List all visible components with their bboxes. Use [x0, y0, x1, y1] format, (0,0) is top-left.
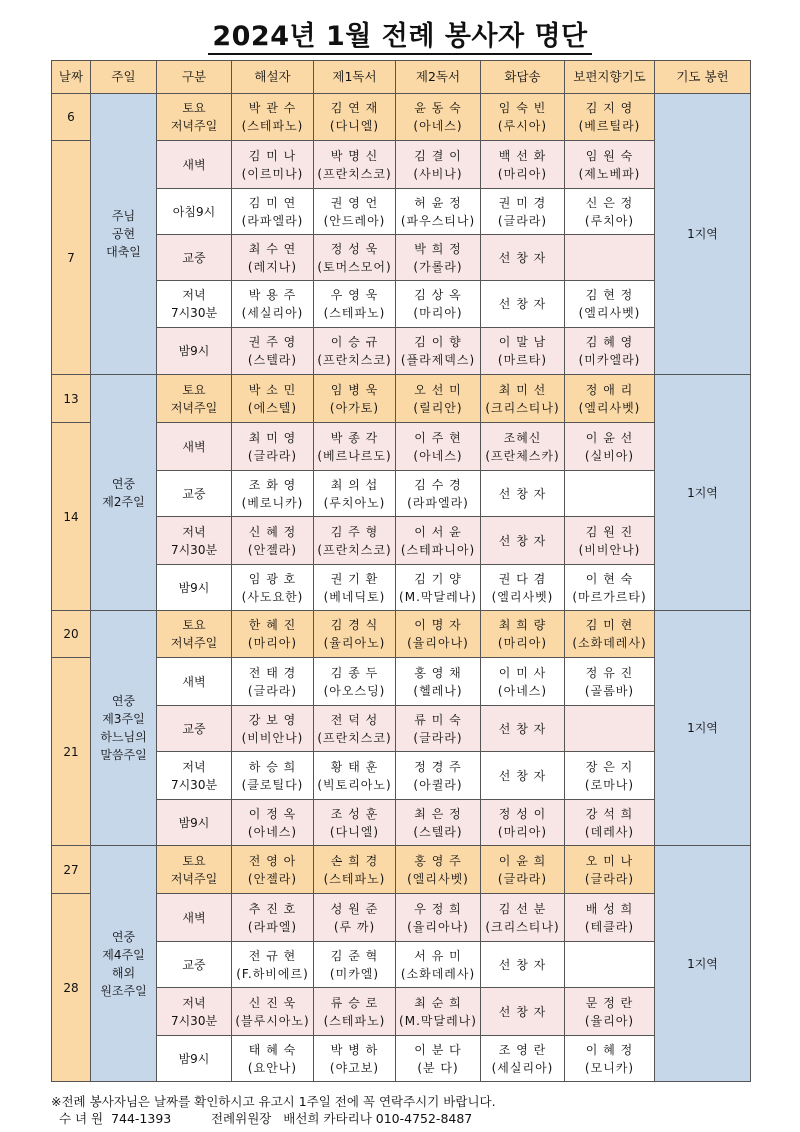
page-title — [0, 14, 800, 53]
gubun-cell: 저녁 7시30분 — [157, 517, 232, 565]
table-row — [52, 942, 751, 988]
region-cell: 1지역 — [655, 611, 751, 846]
prayer-cell: 배 성 희 (테클라) — [565, 894, 655, 942]
gubun-cell: 밤9시 — [157, 1036, 232, 1082]
commentator-cell: 강 보 영 (비비안나) — [232, 706, 314, 752]
reading1-cell: 최 의 섭 (루치아노) — [314, 471, 396, 517]
prayer-cell: 김 현 정 (엘리사벳) — [565, 281, 655, 328]
reading2-cell: 이 명 자 (율리아나) — [396, 611, 481, 658]
header-row — [52, 61, 751, 94]
prayer-cell: 이 윤 선 (실비아) — [565, 423, 655, 471]
header-date: 날짜 — [52, 61, 91, 94]
reading1-cell: 정 성 욱 (토머스모어) — [314, 235, 396, 281]
footer-line2: 수 녀 원 744-1393 전례위원장 배선희 카타리나 010-4752-8487 — [51, 1111, 473, 1126]
reading1-cell: 김 종 두 (아오스딩) — [314, 658, 396, 706]
reading1-cell: 권 영 언 (안드레아) — [314, 189, 396, 235]
reading1-cell: 김 준 혁 (미카엘) — [314, 942, 396, 988]
reading2-cell: 최 은 정 (스텔라) — [396, 800, 481, 846]
table-row — [52, 281, 751, 328]
gubun-cell: 새벽 — [157, 423, 232, 471]
prayer-cell: 이 혜 정 (모니카) — [565, 1036, 655, 1082]
commentator-cell: 임 광 호 (사도요한) — [232, 565, 314, 611]
psalm-cell: 선 창 자 — [481, 471, 565, 517]
commentator-cell: 최 수 연 (레지나) — [232, 235, 314, 281]
reading1-cell: 전 덕 성 (프란치스코) — [314, 706, 396, 752]
table-row — [52, 189, 751, 235]
psalm-cell: 정 성 이 (마리아) — [481, 800, 565, 846]
date-cell: 13 — [52, 375, 91, 423]
psalm-cell: 선 창 자 — [481, 942, 565, 988]
region-cell: 1지역 — [655, 94, 751, 375]
psalm-cell: 최 희 량 (마리아) — [481, 611, 565, 658]
prayer-cell: 강 석 희 (데레사) — [565, 800, 655, 846]
roster-table — [51, 60, 751, 1082]
prayer-cell — [565, 942, 655, 988]
commentator-cell: 박 용 주 (세실리아) — [232, 281, 314, 328]
table-row — [52, 846, 751, 894]
prayer-cell — [565, 706, 655, 752]
psalm-cell: 권 다 겸 (엘리사벳) — [481, 565, 565, 611]
table-row — [52, 94, 751, 141]
commentator-cell: 전 규 현 (F.하비에르) — [232, 942, 314, 988]
reading1-cell: 황 태 훈 (빅토리아노) — [314, 752, 396, 800]
title-text: 2024년 1월 전례 봉사자 명단 — [208, 21, 591, 55]
table-row — [52, 988, 751, 1036]
reading1-cell: 우 영 욱 (스테파노) — [314, 281, 396, 328]
reading2-cell: 김 상 옥 (마리아) — [396, 281, 481, 328]
reading2-cell: 김 결 이 (사비나) — [396, 141, 481, 189]
psalm-cell: 임 숙 빈 (루시아) — [481, 94, 565, 141]
reading1-cell: 손 희 경 (스테파노) — [314, 846, 396, 894]
reading2-cell: 김 기 양 (M.막달레나) — [396, 565, 481, 611]
reading2-cell: 박 희 정 (가롤라) — [396, 235, 481, 281]
reading2-cell: 우 정 희 (율리아나) — [396, 894, 481, 942]
gubun-cell: 밤9시 — [157, 800, 232, 846]
reading1-cell: 임 병 욱 (아가토) — [314, 375, 396, 423]
prayer-cell — [565, 471, 655, 517]
gubun-cell: 교중 — [157, 471, 232, 517]
prayer-cell: 김 혜 영 (미카엘라) — [565, 328, 655, 375]
date-cell: 27 — [52, 846, 91, 894]
header-reading1: 제1독서 — [314, 61, 396, 94]
gubun-cell: 밤9시 — [157, 565, 232, 611]
reading2-cell: 홍 영 주 (엘리사벳) — [396, 846, 481, 894]
prayer-cell: 김 지 영 (베르틸라) — [565, 94, 655, 141]
table-row — [52, 611, 751, 658]
header-offering: 기도 봉헌 — [655, 61, 751, 94]
psalm-cell: 선 창 자 — [481, 752, 565, 800]
reading2-cell: 김 수 경 (라파엘라) — [396, 471, 481, 517]
reading1-cell: 박 종 각 (베르나르도) — [314, 423, 396, 471]
table-row — [52, 800, 751, 846]
table-row — [52, 328, 751, 375]
commentator-cell: 최 미 영 (글라라) — [232, 423, 314, 471]
reading1-cell: 이 승 규 (프란치스코) — [314, 328, 396, 375]
header-psalm: 화답송 — [481, 61, 565, 94]
gubun-cell: 밤9시 — [157, 328, 232, 375]
table-row — [52, 752, 751, 800]
header-commentator: 해설자 — [232, 61, 314, 94]
commentator-cell: 권 주 영 (스텔라) — [232, 328, 314, 375]
prayer-cell: 임 원 숙 (제노베파) — [565, 141, 655, 189]
gubun-cell: 저녁 7시30분 — [157, 752, 232, 800]
commentator-cell: 박 관 수 (스테파노) — [232, 94, 314, 141]
header-gubun: 구분 — [157, 61, 232, 94]
commentator-cell: 박 소 민 (에스텔) — [232, 375, 314, 423]
psalm-cell: 권 미 경 (글라라) — [481, 189, 565, 235]
commentator-cell: 김 미 연 (라파엘라) — [232, 189, 314, 235]
commentator-cell: 전 태 경 (글라라) — [232, 658, 314, 706]
reading2-cell: 정 경 주 (아퀼라) — [396, 752, 481, 800]
date-cell: 21 — [52, 658, 91, 846]
psalm-cell: 이 미 사 (아네스) — [481, 658, 565, 706]
prayer-cell: 정 애 리 (엘리사벳) — [565, 375, 655, 423]
region-cell: 1지역 — [655, 375, 751, 611]
reading1-cell: 류 승 로 (스테파노) — [314, 988, 396, 1036]
commentator-cell: 신 혜 정 (안젤라) — [232, 517, 314, 565]
gubun-cell: 토요 저녁주일 — [157, 846, 232, 894]
commentator-cell: 하 승 희 (클로틸다) — [232, 752, 314, 800]
reading1-cell: 김 연 재 (다니엘) — [314, 94, 396, 141]
gubun-cell: 교중 — [157, 235, 232, 281]
date-cell: 20 — [52, 611, 91, 658]
psalm-cell: 선 창 자 — [481, 235, 565, 281]
date-cell: 14 — [52, 423, 91, 611]
psalm-cell: 선 창 자 — [481, 281, 565, 328]
psalm-cell: 선 창 자 — [481, 706, 565, 752]
reading1-cell: 박 명 신 (프란치스코) — [314, 141, 396, 189]
sunday-cell: 주님 공현 대축일 — [91, 94, 157, 375]
commentator-cell: 이 정 옥 (아네스) — [232, 800, 314, 846]
commentator-cell: 신 진 욱 (블루시아노) — [232, 988, 314, 1036]
gubun-cell: 토요 저녁주일 — [157, 375, 232, 423]
prayer-cell: 신 은 정 (루치아) — [565, 189, 655, 235]
psalm-cell: 조 영 란 (세실리아) — [481, 1036, 565, 1082]
reading2-cell: 최 순 희 (M.막달레나) — [396, 988, 481, 1036]
psalm-cell: 김 선 분 (크리스티나) — [481, 894, 565, 942]
header-sunday: 주일 — [91, 61, 157, 94]
prayer-cell: 문 정 란 (율리아) — [565, 988, 655, 1036]
reading1-cell: 권 기 환 (베네딕토) — [314, 565, 396, 611]
commentator-cell: 김 미 나 (이르미나) — [232, 141, 314, 189]
table-row — [52, 706, 751, 752]
reading2-cell: 허 윤 정 (파우스티나) — [396, 189, 481, 235]
prayer-cell: 장 은 지 (로마나) — [565, 752, 655, 800]
table-row — [52, 1036, 751, 1082]
psalm-cell: 조혜신 (프란체스카) — [481, 423, 565, 471]
gubun-cell: 교중 — [157, 706, 232, 752]
reading2-cell: 오 선 미 (릴리안) — [396, 375, 481, 423]
commentator-cell: 조 화 영 (베로니카) — [232, 471, 314, 517]
sunday-cell: 연중 제4주일 해외 원조주일 — [91, 846, 157, 1082]
gubun-cell: 새벽 — [157, 141, 232, 189]
commentator-cell: 태 혜 숙 (요안나) — [232, 1036, 314, 1082]
date-cell: 28 — [52, 894, 91, 1082]
table-row — [52, 517, 751, 565]
table-row — [52, 141, 751, 189]
reading2-cell: 이 분 다 (분 다) — [396, 1036, 481, 1082]
footer-note — [51, 1093, 496, 1127]
reading1-cell: 박 병 하 (야고보) — [314, 1036, 396, 1082]
psalm-cell: 이 말 남 (마르타) — [481, 328, 565, 375]
gubun-cell: 교중 — [157, 942, 232, 988]
date-cell: 6 — [52, 94, 91, 141]
prayer-cell — [565, 235, 655, 281]
reading1-cell: 조 성 훈 (다니엘) — [314, 800, 396, 846]
table-row — [52, 565, 751, 611]
reading1-cell: 김 경 식 (율리아노) — [314, 611, 396, 658]
gubun-cell: 새벽 — [157, 894, 232, 942]
table-row — [52, 375, 751, 423]
gubun-cell: 토요 저녁주일 — [157, 611, 232, 658]
reading2-cell: 홍 영 채 (헬레나) — [396, 658, 481, 706]
table-row — [52, 423, 751, 471]
commentator-cell: 한 혜 진 (마리아) — [232, 611, 314, 658]
reading1-cell: 성 원 준 (루 까) — [314, 894, 396, 942]
gubun-cell: 아침9시 — [157, 189, 232, 235]
gubun-cell: 저녁 7시30분 — [157, 988, 232, 1036]
psalm-cell: 이 윤 희 (글라라) — [481, 846, 565, 894]
prayer-cell: 김 미 현 (소화데레사) — [565, 611, 655, 658]
date-cell: 7 — [52, 141, 91, 375]
table-row — [52, 471, 751, 517]
reading2-cell: 김 이 향 (플라제덱스) — [396, 328, 481, 375]
prayer-cell: 김 원 진 (비비안나) — [565, 517, 655, 565]
table-row — [52, 658, 751, 706]
gubun-cell: 저녁 7시30분 — [157, 281, 232, 328]
reading2-cell: 윤 동 숙 (아네스) — [396, 94, 481, 141]
prayer-cell: 이 현 숙 (마르가르타) — [565, 565, 655, 611]
region-cell: 1지역 — [655, 846, 751, 1082]
prayer-cell: 정 유 진 (골롬바) — [565, 658, 655, 706]
reading2-cell: 이 주 현 (아네스) — [396, 423, 481, 471]
header-reading2: 제2독서 — [396, 61, 481, 94]
gubun-cell: 새벽 — [157, 658, 232, 706]
psalm-cell: 최 미 선 (크리스티나) — [481, 375, 565, 423]
reading2-cell: 류 미 숙 (글라라) — [396, 706, 481, 752]
table-row — [52, 235, 751, 281]
psalm-cell: 백 선 화 (마리아) — [481, 141, 565, 189]
sunday-cell: 연중 제2주일 — [91, 375, 157, 611]
psalm-cell: 선 창 자 — [481, 988, 565, 1036]
gubun-cell: 토요 저녁주일 — [157, 94, 232, 141]
reading1-cell: 김 주 형 (프란치스코) — [314, 517, 396, 565]
header-prayer: 보편지향기도 — [565, 61, 655, 94]
commentator-cell: 추 진 호 (라파엘) — [232, 894, 314, 942]
commentator-cell: 전 영 아 (안젤라) — [232, 846, 314, 894]
footer-line1: ※전례 봉사자님은 날짜를 확인하시고 유고시 1주일 전에 꼭 연락주시기 바랍니다. — [51, 1094, 496, 1109]
table-row — [52, 894, 751, 942]
reading2-cell: 서 유 미 (소화데레사) — [396, 942, 481, 988]
psalm-cell: 선 창 자 — [481, 517, 565, 565]
prayer-cell: 오 미 나 (글라라) — [565, 846, 655, 894]
reading2-cell: 이 서 윤 (스테파니아) — [396, 517, 481, 565]
sunday-cell: 연중 제3주일 하느님의 말씀주일 — [91, 611, 157, 846]
